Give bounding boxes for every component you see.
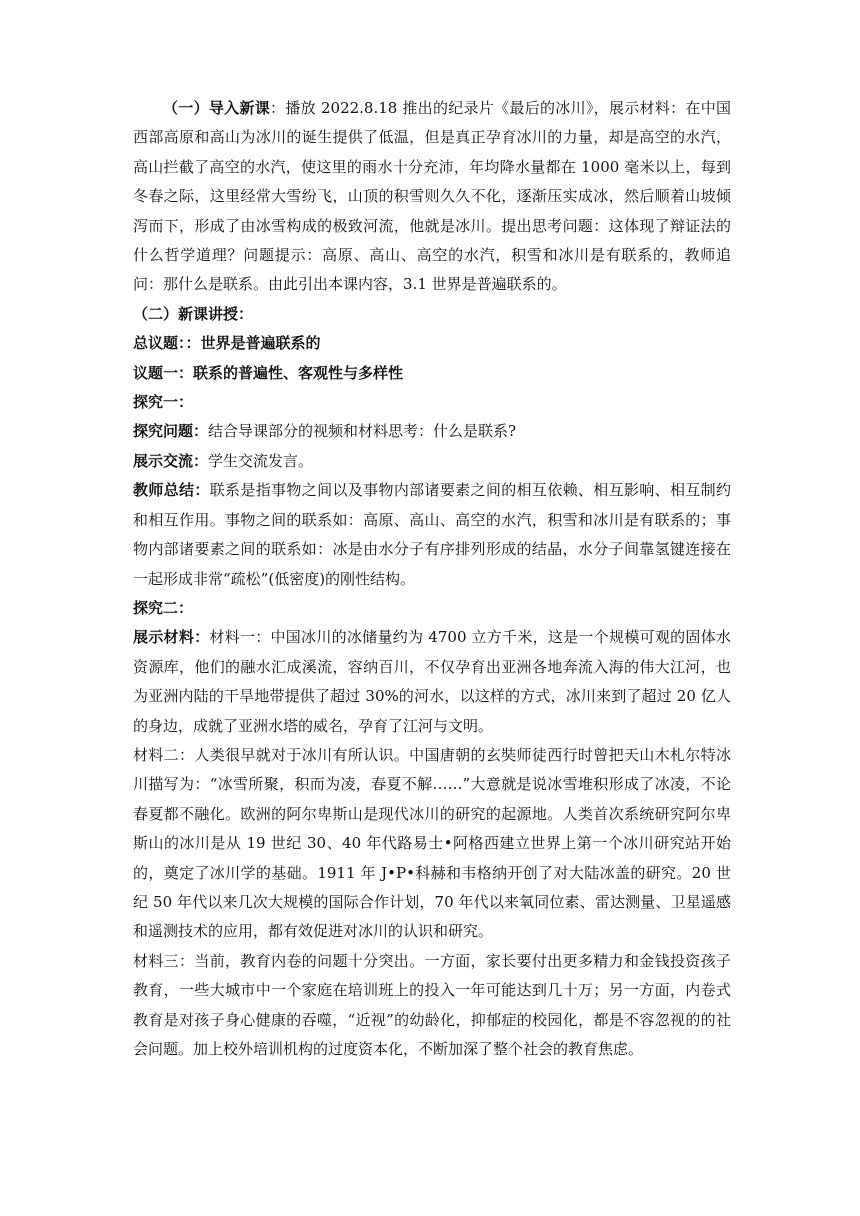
topic1-heading: 议题一：联系的普遍性、客观性与多样性: [133, 363, 404, 382]
material1-text: 材料一：中国冰川的冰储量约为 4700 立方千米，这是一个规模可观的固体水资源库，他们的融水汇成溪流，容纳百川，不仅孕育出亚洲各地奔流入海的伟大江河，也为亚洲内陆的干旱地带提供了超过 30%的河水，以这样的方式，冰川来到了超过 20 亿人的身边，成就了亚洲水塔的威名，孕育了江河与文明。: [133, 628, 731, 735]
explore1-question: [133, 417, 731, 446]
question-label: 探究问题：: [133, 422, 209, 441]
main-topic: 总议题：：世界是普遍联系的: [133, 334, 321, 353]
explore2-title: 探究二：: [133, 598, 194, 617]
material-label: 展示材料：: [133, 628, 210, 647]
intro-text: ：播放 2022.8.18 推出的纪录片《最后的冰川》，展示材料：在中国西部高原和高山为冰川的诞生提供了低温，但是真正孕育冰川的力量，却是高空的水汽，高山拦截了高空的水汽，使这里的雨水十分充沛，年均降水量都在 1000 毫米以上，每到冬春之际，这里经常大雪纷飞，山顶的积雪则久久不化，逐渐压实成冰，然后顺着山坡倾泻而下，形成了由冰雪构成的极致河流，他就是冰川。提出思考问题：这体现了辩证法的什么哲学道理？问题提示：高原、高山、高空的水汽，积雪和冰川是有联系的，教师追问：那什么是联系。由此引出本课内容，3.1 世界是普遍联系的。: [133, 99, 731, 294]
document-page: [133, 94, 731, 1064]
exchange-text: 学生交流发言。: [208, 451, 314, 470]
summary-text: 联系是指事物之间以及事物内部诸要素之间的相互依赖、相互影响、相互制约和相互作用。事物之间的联系如：高原、高山、高空的水汽，积雪和冰川是有联系的；事物内部诸要素之间的联系如：冰是由水分子有序排列形成的结晶，水分子间靠氢键连接在一起形成非常“疏松”(低密度)的刚性结构。: [133, 481, 731, 588]
explore1-summary: [133, 476, 731, 594]
question-text: 结合导课部分的视频和材料思考：什么是联系?: [208, 422, 517, 441]
explore1-exchange: [133, 447, 731, 476]
material2-paragraph: 材料二：人类很早就对于冰川有所认识。中国唐朝的玄奘师徒西行时曾把天山木札尔特冰川描写为：“冰雪所聚，积而为凌，春夏不解……”大意就是说冰雪堆积形成了冰凌，不论春夏都不融化。欧洲的阿尔卑斯山是现代冰川的研究的起源地。人类首次系统研究阿尔卑斯山的冰川是从 19 世纪 30、40 年代路易士•阿格西建立世界上第一个冰川研究站开始的，奠定了冰川学的基础。1911 年 J•P•科赫和韦格纳开创了对大陆冰盖的研究。20 世纪 50 年代以来几次大规模的国际合作计划，70 年代以来氧同位素、雷达测量、卫星遥感和遥测技术的应用，都有效促进对冰川的认识和研究。: [133, 745, 731, 941]
section2-title: （二）新课讲授：: [133, 304, 254, 323]
exchange-label: 展示交流：: [133, 451, 209, 470]
material1-paragraph: [133, 623, 731, 741]
intro-paragraph: [133, 94, 731, 300]
summary-label: 教师总结：: [133, 481, 210, 500]
material3-paragraph: 材料三：当前，教育内卷的问题十分突出。一方面，家长要付出更多精力和金钱投资孩子教育，一些大城市中一个家庭在培训班上的投入一年可能达到几十万；另一方面，内卷式教育是对孩子身心健康的吞噬，“近视”的幼龄化，抑郁症的校园化，都是不容忽视的的社会问题。加上校外培训机构的过度资本化，不断加深了整个社会的教育焦虑。: [133, 951, 731, 1058]
explore1-title: 探究一：: [133, 393, 194, 412]
intro-label: （一）导入新课: [163, 99, 271, 117]
